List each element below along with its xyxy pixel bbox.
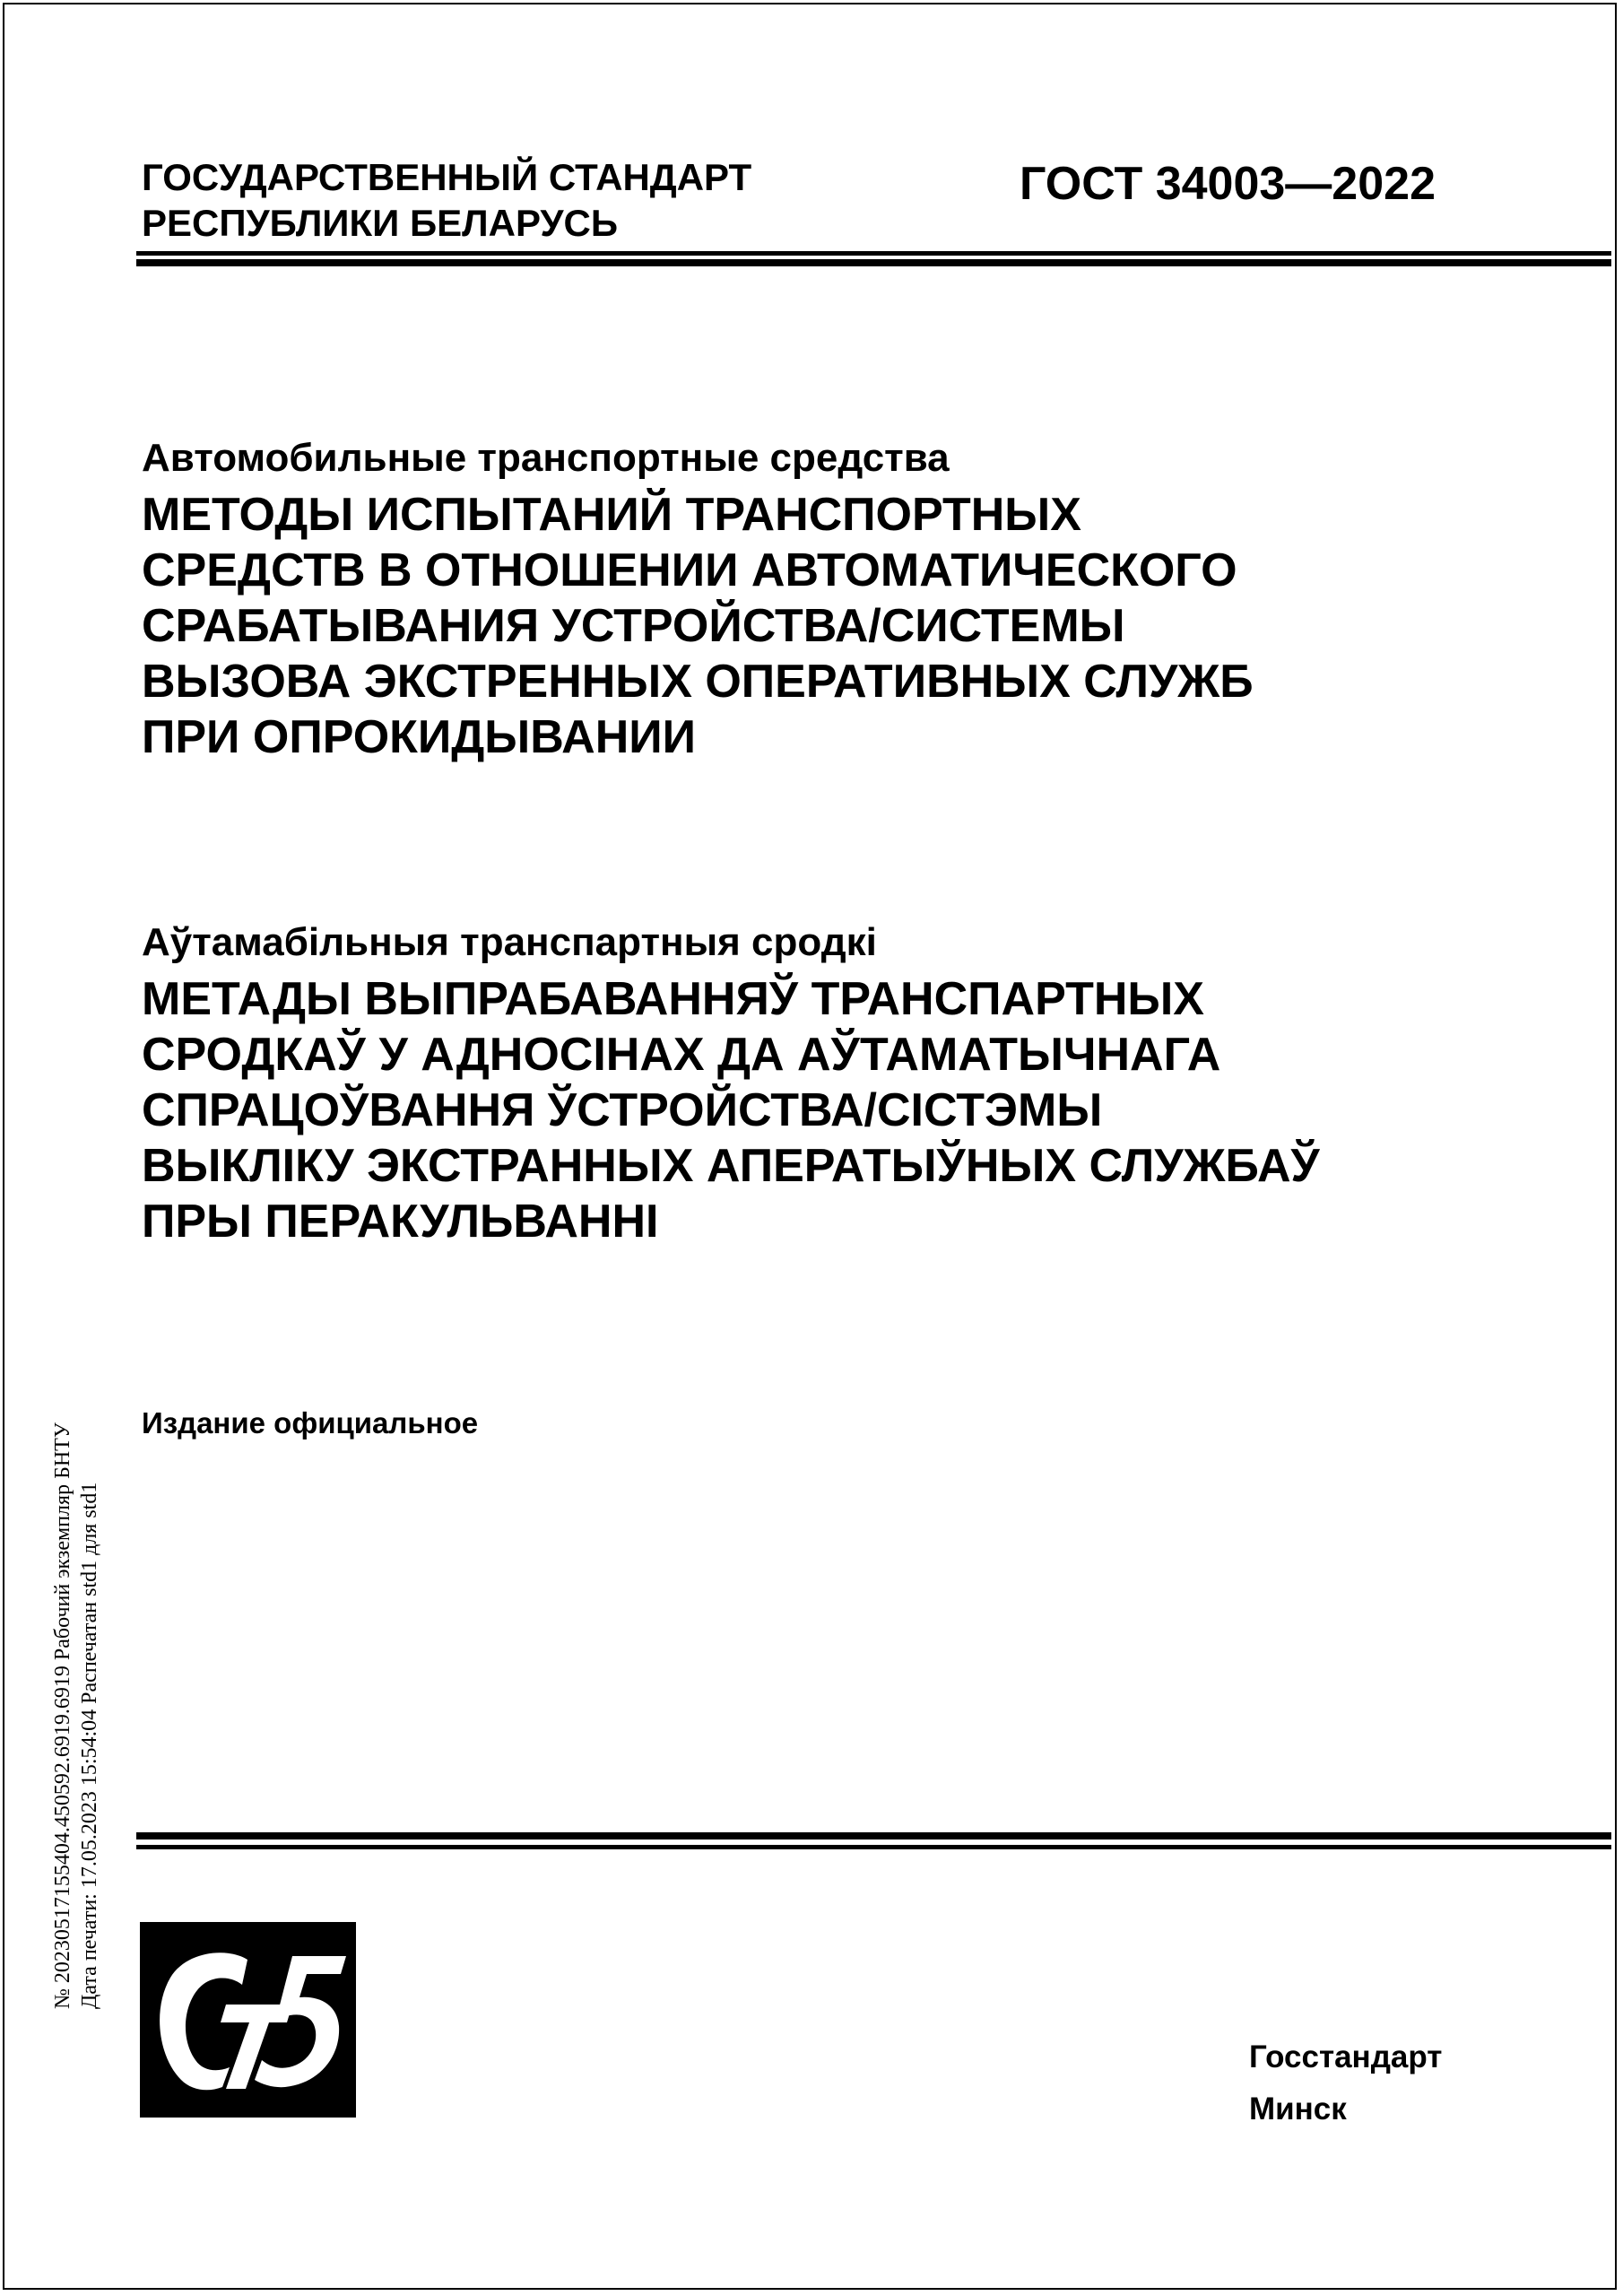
publisher-block [1249,2031,1442,2135]
title-russian [142,487,1254,765]
title-block-belarusian [142,919,1320,1249]
edition-label: Издание официальное [142,1406,479,1439]
title-belarusian-line: ПРЫ ПЕРАКУЛЬВАННІ [142,1196,659,1248]
stb-logo-icon [140,1922,356,2118]
header-org-line1: ГОСУДАРСТВЕННЫЙ СТАНДАРТ [142,156,752,198]
title-russian-line: ВЫЗОВА ЭКСТРЕННЫХ ОПЕРАТИВНЫХ СЛУЖБ [142,656,1254,708]
title-belarusian [142,971,1320,1249]
footer-rule-thin [136,1845,1611,1849]
header-org-line2: РЕСПУБЛИКИ БЕЛАРУСЬ [142,202,619,244]
publisher-city: Минск [1249,2092,1347,2126]
title-russian-line: СРАБАТЫВАНИЯ УСТРОЙСТВА/СИСТЕМЫ [142,600,1125,652]
title-block-russian [142,435,1254,765]
side-stamp-line2: Дата печати: 17.05.2023 15:54:04 Распечатан std1 для std1 [78,1482,101,2009]
title-belarusian-line: МЕТАДЫ ВЫПРАБАВАННЯЎ ТРАНСПАРТНЫХ [142,973,1204,1025]
title-belarusian-line: ВЫКЛІКУ ЭКСТРАННЫХ АПЕРАТЫЎНЫХ СЛУЖБАЎ [142,1140,1320,1192]
side-stamp-line1: № 20230517155404.450592.6919.6919 Рабочий экземпляр БНТУ [51,1422,74,2009]
publisher-name: Госстандарт [1249,2039,1443,2074]
footer-rule-thick [136,1832,1611,1839]
title-belarusian-line: СРОДКАЎ У АДНОСІНАХ ДА АЎТАМАТЫЧНАГА [142,1029,1221,1081]
header-rule-thin [136,251,1611,256]
title-belarusian-line: СПРАЦОЎВАННЯ ЎСТРОЙСТВА/СІСТЭМЫ [142,1084,1103,1136]
subtitle-belarusian: Аўтамабільныя транспартныя сродкі [142,920,877,964]
header-organization [142,154,751,246]
header-rule-thick [136,259,1611,266]
subtitle-russian: Автомобильные транспортные средства [142,436,950,480]
title-russian-line: МЕТОДЫ ИСПЫТАНИЙ ТРАНСПОРТНЫХ [142,489,1081,541]
title-russian-line: ПРИ ОПРОКИДЫВАНИИ [142,711,697,763]
title-russian-line: СРЕДСТВ В ОТНОШЕНИИ АВТОМАТИЧЕСКОГО [142,544,1237,596]
side-stamp-text [49,1422,103,2009]
standard-code: ГОСТ 34003—2022 [1020,158,1436,210]
